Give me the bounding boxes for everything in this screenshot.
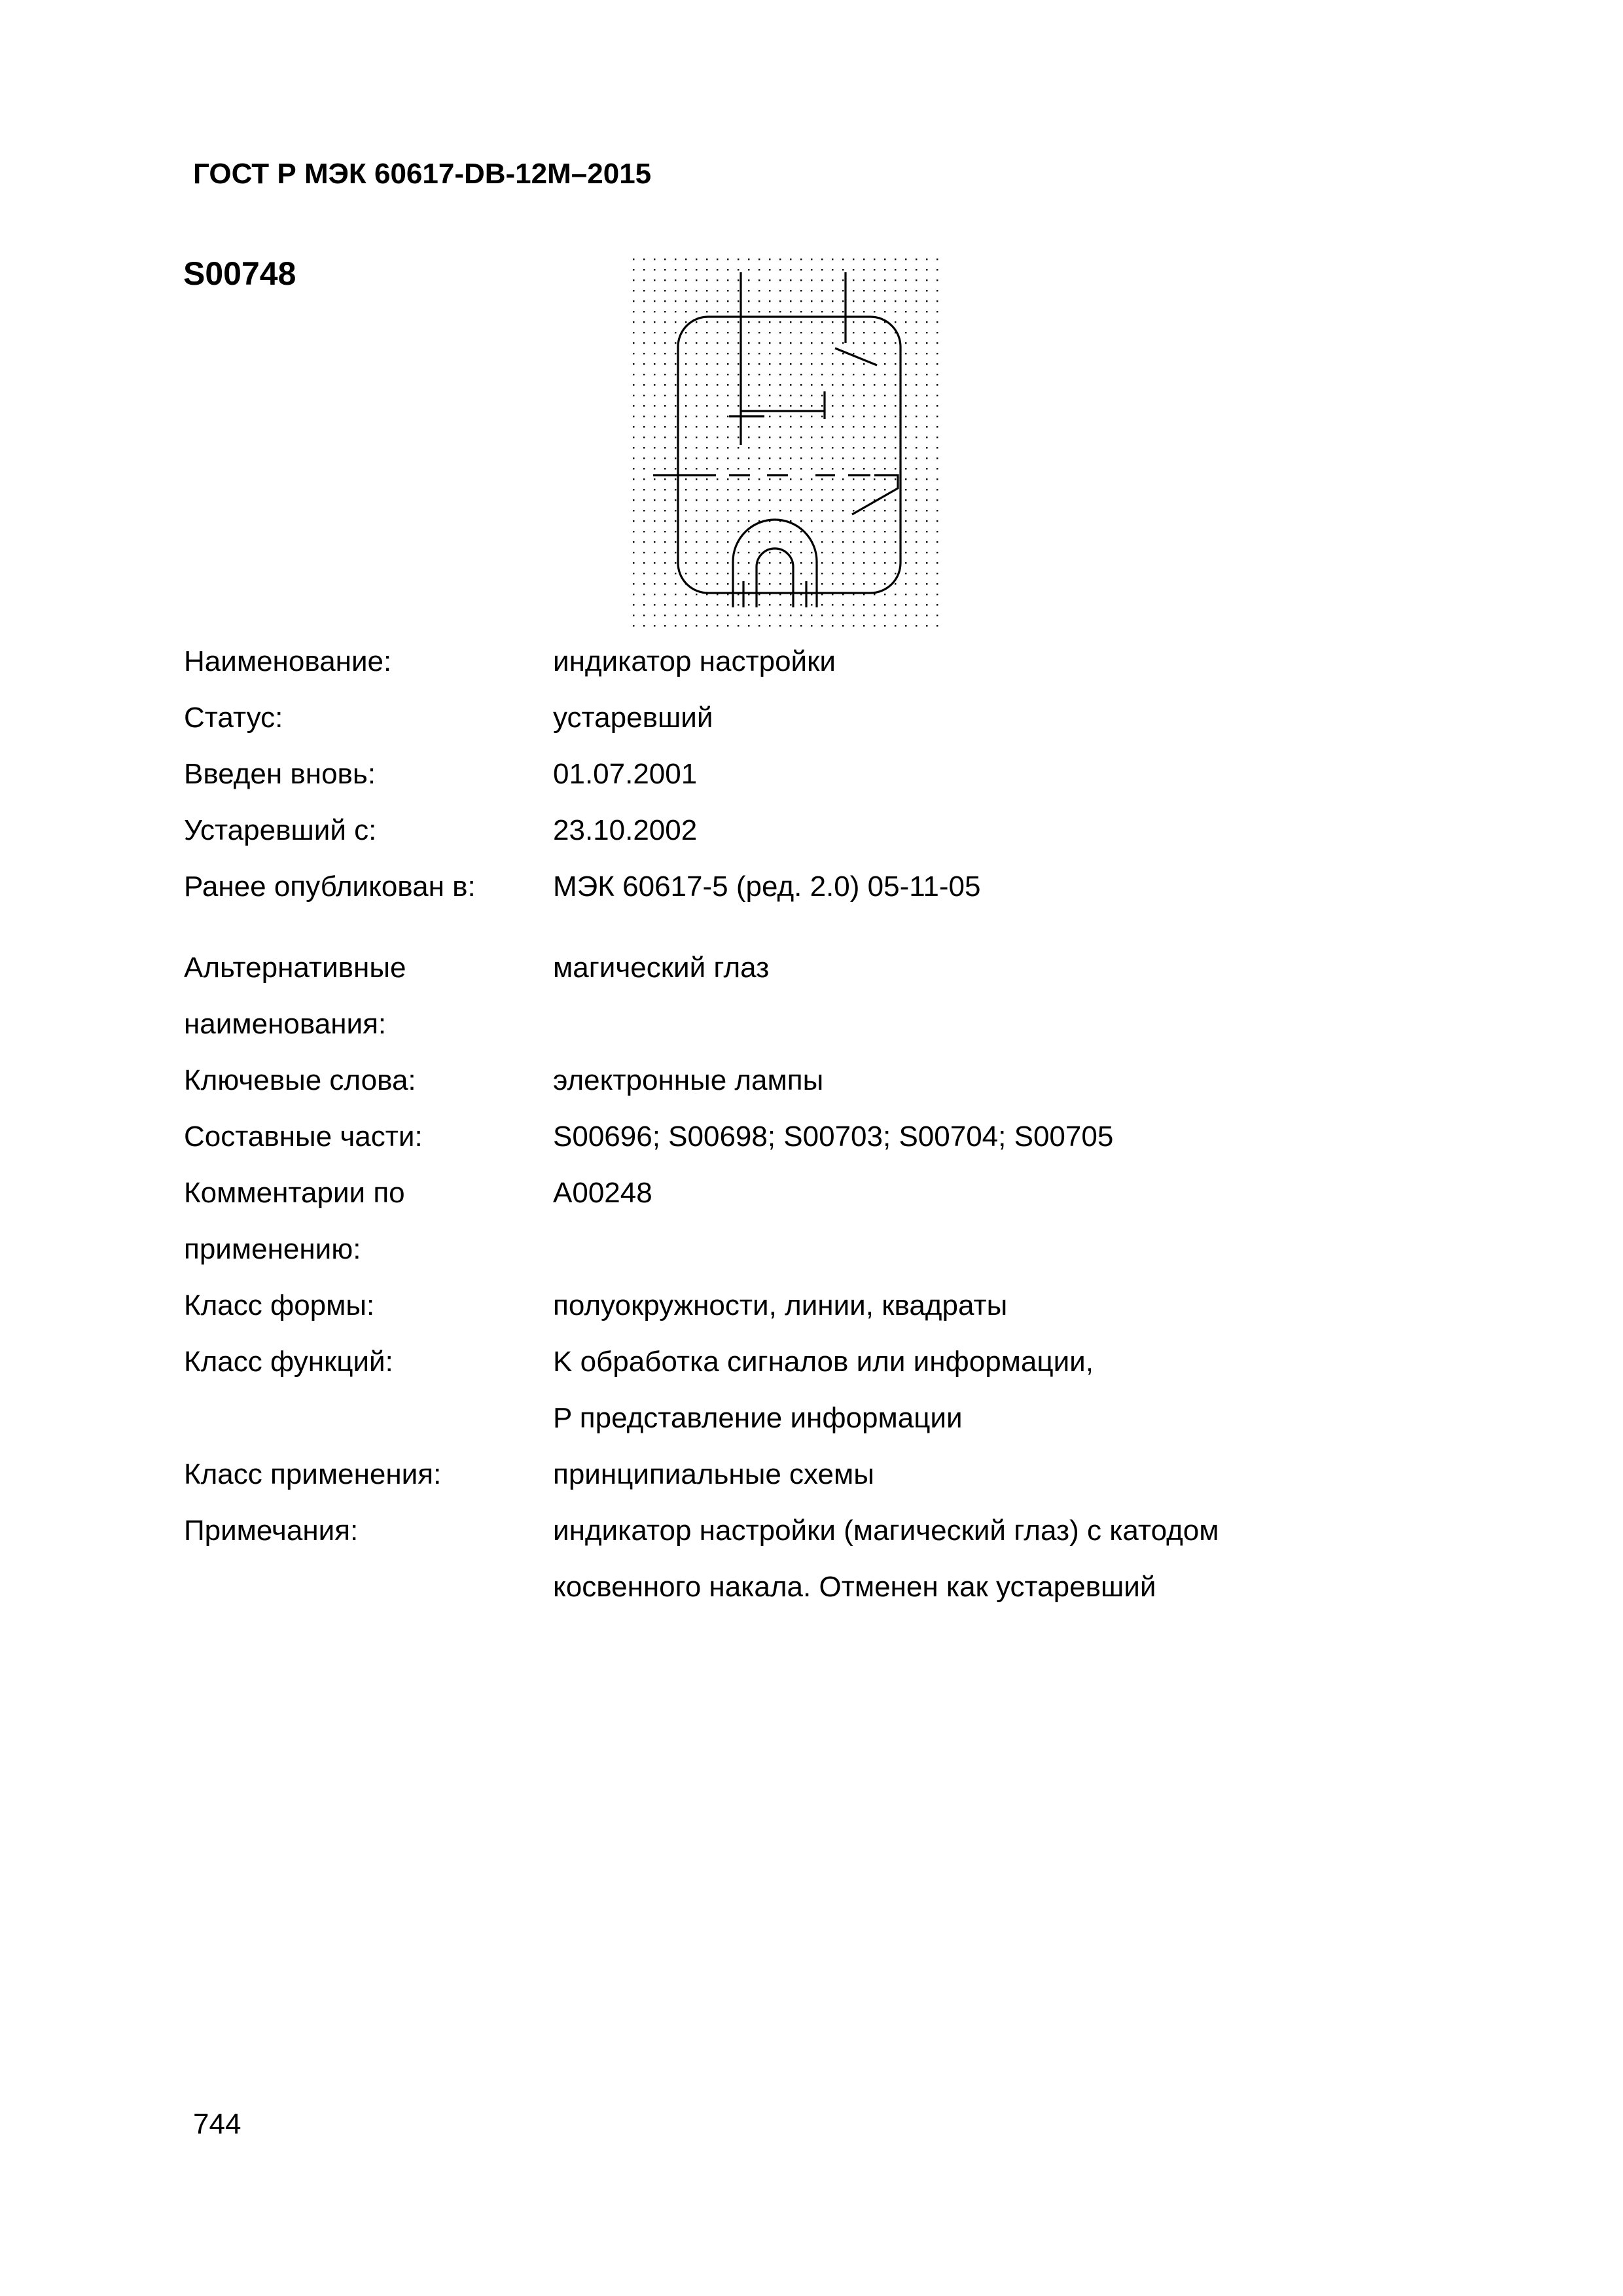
field-label <box>184 1109 553 1165</box>
field-label <box>184 1334 553 1390</box>
field-value <box>553 1109 1427 1165</box>
label-line: Примечания: <box>184 1515 359 1547</box>
value-line: МЭК 60617-5 (ред. 2.0) 05-11-05 <box>553 870 981 903</box>
field-obsolete-since <box>184 802 1427 859</box>
tuning-indicator-symbol <box>628 254 942 627</box>
field-value <box>553 802 1427 859</box>
value-line: S00696; S00698; S00703; S00704; S00705 <box>553 1121 1114 1153</box>
value-line: косвенного накала. Отменен как устаревший <box>553 1571 1156 1603</box>
symbol-grid-background <box>628 254 942 627</box>
label-line: Класс формы: <box>184 1289 375 1321</box>
value-line: принципиальные схемы <box>553 1458 874 1490</box>
field-alternative-names <box>184 940 1427 1052</box>
field-label <box>184 802 553 859</box>
field-value <box>553 1278 1427 1334</box>
field-introduced <box>184 746 1427 802</box>
field-label <box>184 1503 553 1559</box>
field-value <box>553 690 1427 746</box>
value-line: устаревший <box>553 702 713 734</box>
label-line: Ранее опубликован в: <box>184 870 476 903</box>
field-application-class <box>184 1446 1427 1503</box>
field-application-notes <box>184 1165 1427 1278</box>
field-value <box>553 746 1427 802</box>
field-label <box>184 940 553 1052</box>
value-line: A00248 <box>553 1177 652 1209</box>
value-line: K обработка сигналов или информации, <box>553 1346 1094 1378</box>
field-label <box>184 1278 553 1334</box>
value-line: электронные лампы <box>553 1064 824 1096</box>
field-label <box>184 1446 553 1503</box>
label-line: Ключевые слова: <box>184 1064 416 1096</box>
label-line: Введен вновь: <box>184 758 376 790</box>
field-value <box>553 859 1427 915</box>
value-line: индикатор настройки (магический глаз) с катодом <box>553 1515 1219 1547</box>
field-previously-published <box>184 859 1427 915</box>
symbol-id: S00748 <box>183 255 296 292</box>
page-number: 744 <box>193 2108 241 2140</box>
field-components <box>184 1109 1427 1165</box>
label-line: наименования: <box>184 1008 387 1040</box>
label-line: Комментарии по <box>184 1177 405 1209</box>
value-line: 01.07.2001 <box>553 758 698 790</box>
field-value <box>553 1446 1427 1503</box>
field-label <box>184 746 553 802</box>
field-keywords <box>184 1052 1427 1109</box>
field-function-class <box>184 1334 1427 1446</box>
field-label <box>184 1052 553 1109</box>
value-line: индикатор настройки <box>553 645 836 677</box>
value-line: полуокружности, линии, квадраты <box>553 1289 1008 1321</box>
field-remarks <box>184 1503 1427 1615</box>
field-value <box>553 940 1427 996</box>
label-line: Класс функций: <box>184 1346 393 1378</box>
label-line: применению: <box>184 1233 361 1265</box>
label-line: Устаревший с: <box>184 814 377 846</box>
field-shape-class <box>184 1278 1427 1334</box>
label-line: Составные части: <box>184 1121 423 1153</box>
field-value <box>553 1334 1427 1446</box>
field-label <box>184 634 553 690</box>
document-standard-title: ГОСТ Р МЭК 60617-DB-12M–2015 <box>193 158 652 190</box>
label-line: Класс применения: <box>184 1458 442 1490</box>
value-line: 23.10.2002 <box>553 814 698 846</box>
field-label <box>184 1165 553 1278</box>
field-name <box>184 634 1427 690</box>
label-line: Альтернативные <box>184 952 406 984</box>
field-label <box>184 690 553 746</box>
value-line: P представление информации <box>553 1402 963 1434</box>
label-line: Наименование: <box>184 645 392 677</box>
field-value <box>553 1052 1427 1109</box>
field-label <box>184 859 553 915</box>
label-line: Статус: <box>184 702 283 734</box>
field-value <box>553 634 1427 690</box>
value-line: магический глаз <box>553 952 770 984</box>
field-status <box>184 690 1427 746</box>
symbol-attributes <box>184 634 1427 1615</box>
field-value <box>553 1165 1427 1221</box>
field-value <box>553 1503 1427 1615</box>
